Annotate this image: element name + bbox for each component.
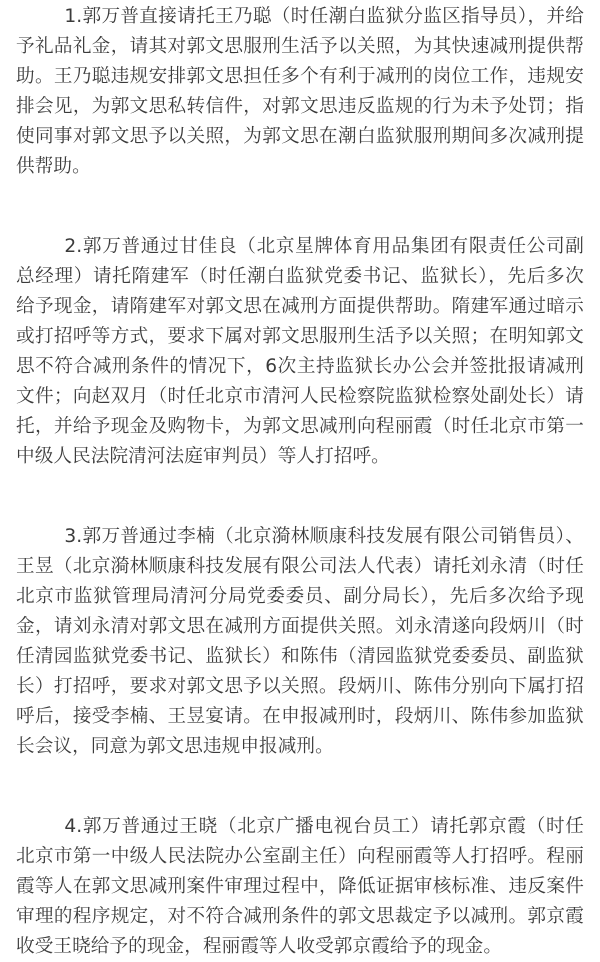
paragraph-3: 3.郭万普通过李楠（北京漪林顺康科技发展有限公司销售员）、王昱（北京漪林顺康科技发展有限公司法人代表）请托刘永清（时任北京市监狱管理局清河分局党委委员、副分局长），先后多次给予现金，请刘永清对郭文思在减刑方面提供关照。刘永清遂向段炳川（时任清园监狱党委书记、监狱长）和陈伟（清园监狱党委委员、副监狱长）打招呼，要求对郭文思予以关照。段炳川、陈伟分别向下属打招呼后，接受李楠、王昱宴请。在申报减刑时，段炳川、陈伟参加监狱长会议，同意为郭文思违规申报减刑。 — [16, 526, 584, 757]
paragraph-4: 4.郭万普通过王晓（北京广播电视台员工）请托郭京霞（时任北京市第一中级人民法院办公室副主任）向程丽霞等人打招呼。程丽霞等人在郭文思减刑案件审理过程中，降低证据审核标准、违反案件审理的程序规定，对不符合减刑条件的郭文思裁定予以减刑。郭京霞收受王晓给予的现金，程丽霞等人收受郭京霞给予的现金。 — [16, 816, 584, 957]
paragraph-2: 2.郭万普通过甘佳良（北京星牌体育用品集团有限责任公司副总经理）请托隋建军（时任潮白监狱党委书记、监狱长），先后多次给予现金，请隋建军对郭文思在减刑方面提供帮助。隋建军通过暗示或打招呼等方式，要求下属对郭文思服刑生活予以关照；在明知郭文思不符合减刑条件的情况下，6次主持监狱长办公会并签批报请减刑文件；向赵双月（时任北京市清河人民检察院监狱检察处副处长）请托，并给予现金及购物卡，为郭文思减刑向程丽霞（时任北京市第一中级人民法院清河法庭审判员）等人打招呼。 — [16, 236, 584, 467]
paragraph-1: 1.郭万普直接请托王乃聪（时任潮白监狱分监区指导员），并给予礼品礼金，请其对郭文思服刑生活予以关照，为其快速减刑提供帮助。王乃聪违规安排郭文思担任多个有利于减刑的岗位工作，违规安排会见，为郭文思私转信件，对郭文思违反监规的行为未予处罚；指使同事对郭文思予以关照，为郭文思在潮白监狱服刑期间多次减刑提供帮助。 — [16, 6, 584, 177]
